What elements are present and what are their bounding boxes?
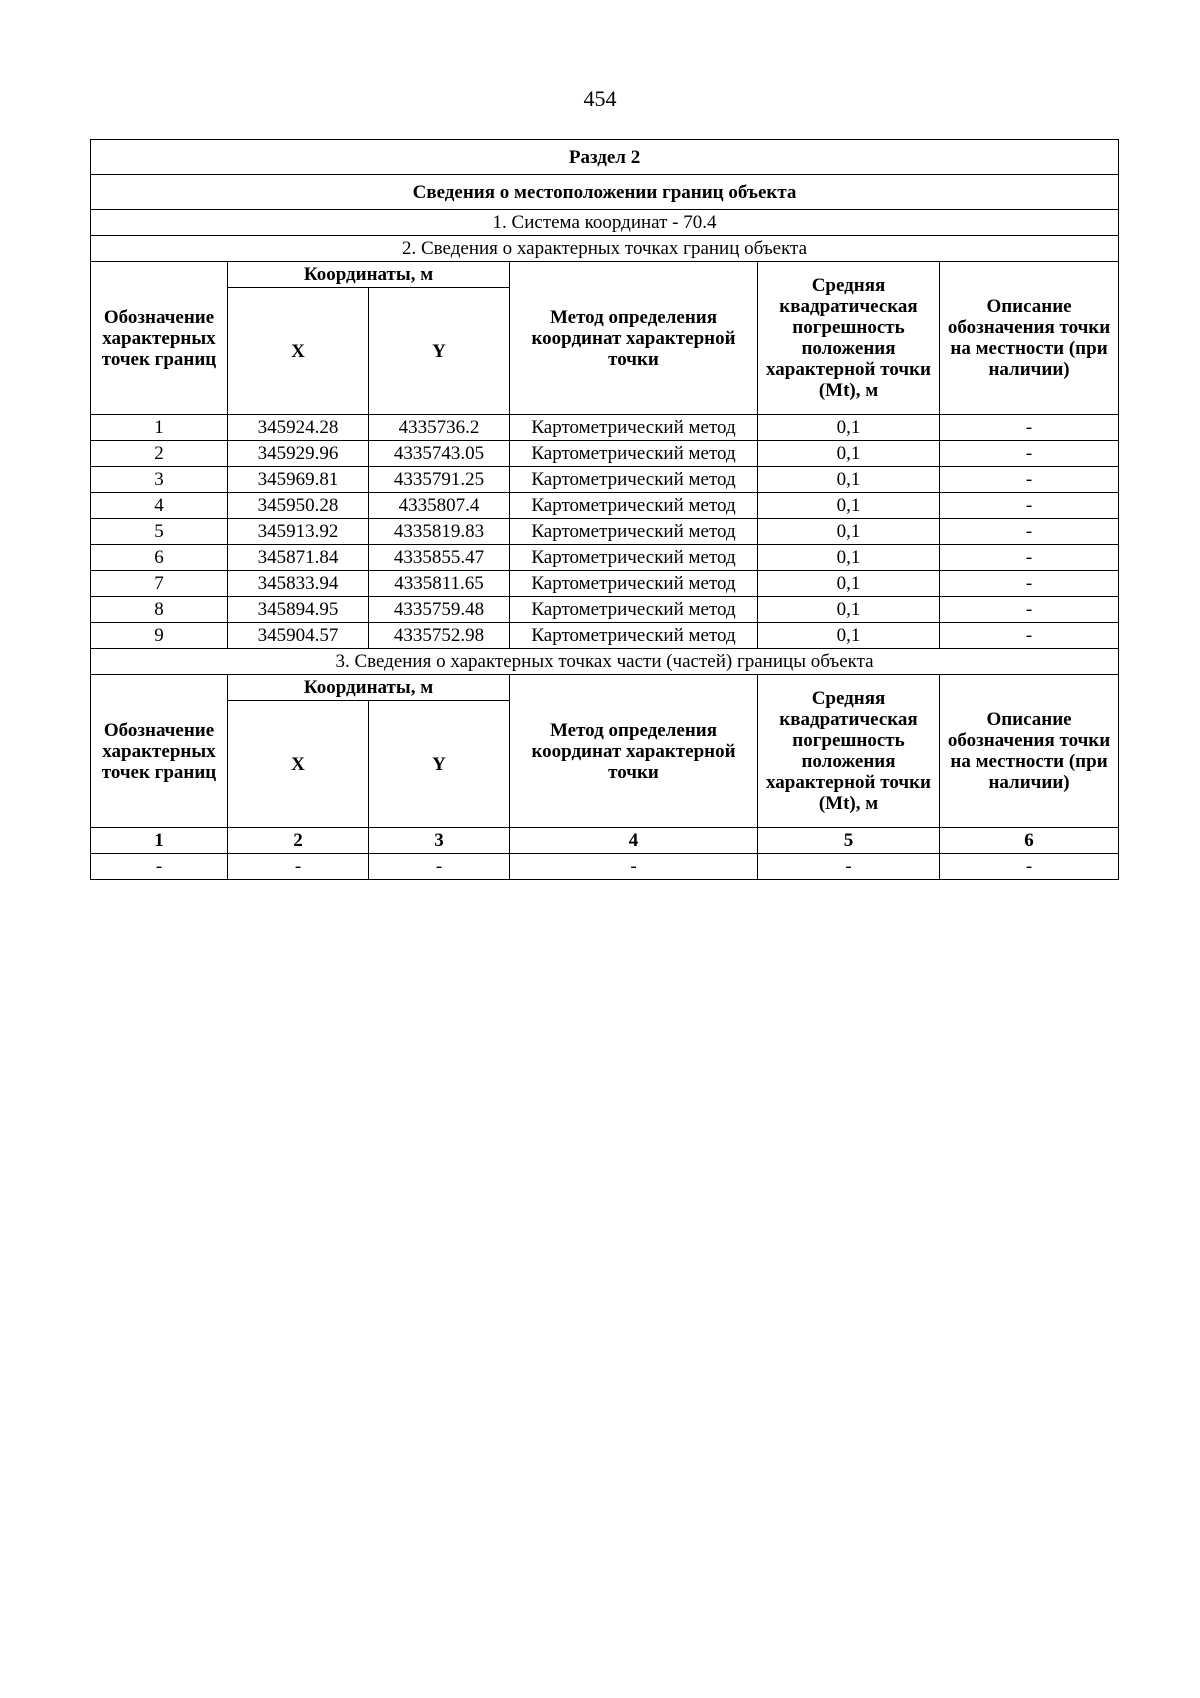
section-title: Раздел 2 xyxy=(91,140,1119,175)
table-row xyxy=(91,441,1119,467)
coord-y: 4335752.98 xyxy=(369,623,510,649)
method-cell: Картометрический метод xyxy=(510,571,758,597)
method-cell: Картометрический метод xyxy=(510,545,758,571)
coord-system-line: 1. Система координат - 70.4 xyxy=(91,210,1119,236)
coord-x: 345904.57 xyxy=(228,623,369,649)
coord-y: 4335811.65 xyxy=(369,571,510,597)
empty-cell: - xyxy=(228,854,369,880)
boundary-table xyxy=(90,139,1119,880)
header-coords: Координаты, м xyxy=(228,675,510,701)
column-number: 3 xyxy=(369,828,510,854)
column-number: 6 xyxy=(940,828,1119,854)
error-cell: 0,1 xyxy=(758,545,940,571)
method-cell: Картометрический метод xyxy=(510,623,758,649)
table-row xyxy=(91,493,1119,519)
header-point: Обозначение характерных точек границ xyxy=(91,675,228,828)
header-coords: Координаты, м xyxy=(228,262,510,288)
header-error: Средняя квадратическая погрешность положения характерной точки (Mt), м xyxy=(758,262,940,415)
description-cell: - xyxy=(940,623,1119,649)
table-row xyxy=(91,467,1119,493)
point-number: 3 xyxy=(91,467,228,493)
empty-cell: - xyxy=(369,854,510,880)
point-number: 2 xyxy=(91,441,228,467)
point-number: 8 xyxy=(91,597,228,623)
empty-cell: - xyxy=(510,854,758,880)
description-cell: - xyxy=(940,519,1119,545)
point-number: 1 xyxy=(91,415,228,441)
coord-y: 4335759.48 xyxy=(369,597,510,623)
table-row xyxy=(91,597,1119,623)
header-y: Y xyxy=(369,701,510,828)
header-method: Метод определения координат характерной точки xyxy=(510,675,758,828)
error-cell: 0,1 xyxy=(758,623,940,649)
column-number-row xyxy=(91,828,1119,854)
page-number: 454 xyxy=(583,86,617,111)
coord-y: 4335855.47 xyxy=(369,545,510,571)
table-row xyxy=(91,623,1119,649)
description-cell: - xyxy=(940,441,1119,467)
method-cell: Картометрический метод xyxy=(510,415,758,441)
coord-y: 4335736.2 xyxy=(369,415,510,441)
description-cell: - xyxy=(940,493,1119,519)
coord-y: 4335791.25 xyxy=(369,467,510,493)
description-cell: - xyxy=(940,597,1119,623)
method-cell: Картометрический метод xyxy=(510,597,758,623)
description-cell: - xyxy=(940,467,1119,493)
header-description: Описание обозначения точки на местности (при наличии) xyxy=(940,262,1119,415)
empty-cell: - xyxy=(758,854,940,880)
point-number: 5 xyxy=(91,519,228,545)
description-cell: - xyxy=(940,571,1119,597)
description-cell: - xyxy=(940,415,1119,441)
table-row xyxy=(91,571,1119,597)
method-cell: Картометрический метод xyxy=(510,467,758,493)
error-cell: 0,1 xyxy=(758,415,940,441)
table-row xyxy=(91,545,1119,571)
coord-y: 4335819.83 xyxy=(369,519,510,545)
point-number: 9 xyxy=(91,623,228,649)
error-cell: 0,1 xyxy=(758,467,940,493)
column-number: 4 xyxy=(510,828,758,854)
coord-y: 4335743.05 xyxy=(369,441,510,467)
header-x: X xyxy=(228,288,369,415)
error-cell: 0,1 xyxy=(758,597,940,623)
coord-x: 345950.28 xyxy=(228,493,369,519)
empty-cell: - xyxy=(940,854,1119,880)
description-cell: - xyxy=(940,545,1119,571)
error-cell: 0,1 xyxy=(758,571,940,597)
method-cell: Картометрический метод xyxy=(510,493,758,519)
header-x: X xyxy=(228,701,369,828)
error-cell: 0,1 xyxy=(758,493,940,519)
header-method: Метод определения координат характерной точки xyxy=(510,262,758,415)
header-point: Обозначение характерных точек границ xyxy=(91,262,228,415)
error-cell: 0,1 xyxy=(758,441,940,467)
coord-x: 345833.94 xyxy=(228,571,369,597)
point-number: 4 xyxy=(91,493,228,519)
coord-y: 4335807.4 xyxy=(369,493,510,519)
empty-cell: - xyxy=(91,854,228,880)
column-number: 1 xyxy=(91,828,228,854)
empty-row xyxy=(91,854,1119,880)
column-number: 5 xyxy=(758,828,940,854)
table2-caption: 3. Сведения о характерных точках части (частей) границы объекта xyxy=(91,649,1119,675)
table-row xyxy=(91,415,1119,441)
coord-x: 345929.96 xyxy=(228,441,369,467)
header-description: Описание обозначения точки на местности (при наличии) xyxy=(940,675,1119,828)
point-number: 7 xyxy=(91,571,228,597)
header-y: Y xyxy=(369,288,510,415)
error-cell: 0,1 xyxy=(758,519,940,545)
header-error: Средняя квадратическая погрешность положения характерной точки (Mt), м xyxy=(758,675,940,828)
method-cell: Картометрический метод xyxy=(510,519,758,545)
coord-x: 345969.81 xyxy=(228,467,369,493)
point-number: 6 xyxy=(91,545,228,571)
coord-x: 345924.28 xyxy=(228,415,369,441)
coord-x: 345894.95 xyxy=(228,597,369,623)
section-subtitle: Сведения о местоположении границ объекта xyxy=(91,175,1119,210)
table1-caption: 2. Сведения о характерных точках границ объекта xyxy=(91,236,1119,262)
coord-x: 345871.84 xyxy=(228,545,369,571)
coord-x: 345913.92 xyxy=(228,519,369,545)
table-row xyxy=(91,519,1119,545)
column-number: 2 xyxy=(228,828,369,854)
method-cell: Картометрический метод xyxy=(510,441,758,467)
